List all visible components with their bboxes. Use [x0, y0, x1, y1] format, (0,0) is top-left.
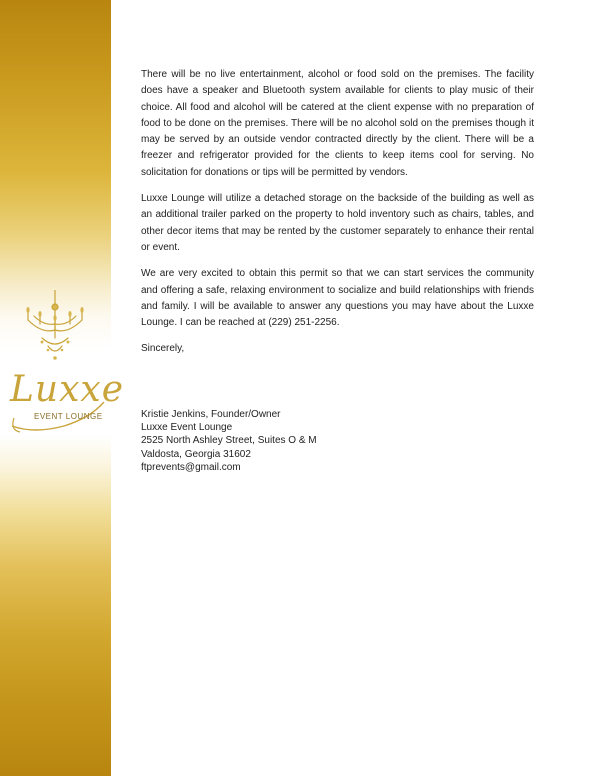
logo-subtitle: EVENT LOUNGE: [34, 412, 103, 421]
company-name: Luxxe Event Lounge: [141, 422, 233, 434]
city-state-zip: Valdosta, Georgia 31602: [141, 448, 251, 460]
paragraph-1: There will be no live entertainment, alcohol or food sold on the premises. The facility does have a speaker and Bluetooth system available for clients to play music of their choice. All food and alcohol will be catered at the client expense with no preparation of food to be done on the premises. There will be no alcohol sold on the premises though it may be served by an outside vendor contracted directly by the client. There will be a freezer and refrigerator provided for the clients to keep items cool for serving. No solicitation for donations or tips will be permitted by vendors.: [141, 69, 534, 178]
email-address: ftprevents@gmail.com: [141, 461, 241, 473]
signature-block: [141, 408, 317, 474]
street-address: 2525 North Ashley Street, Suites O & M: [141, 435, 317, 447]
luxxe-logo: [4, 368, 125, 438]
paragraph-2: Luxxe Lounge will utilize a detached storage on the backside of the building as well as an additional trailer parked on the property to hold inventory such as chairs, tables, and other decor items that may be rented by the customer separately to enhance their rental or event.: [141, 193, 534, 253]
chandelier-icon: [22, 290, 88, 360]
paragraph-3: We are very excited to obtain this permit so that we can start services the community and offering a safe, relaxing environment to socialize and build relationships with friends and family. I will be available to answer any questions you may have about the Luxxe Lounge. I can be reached at (229) 251-2256.: [141, 268, 534, 329]
logo-script-text: Luxxe: [10, 369, 125, 410]
gold-sidebar: [0, 0, 125, 776]
signer-name-title: Kristie Jenkins, Founder/Owner: [141, 409, 281, 420]
closing: Sincerely,: [141, 343, 185, 355]
letter-body: [141, 67, 534, 368]
